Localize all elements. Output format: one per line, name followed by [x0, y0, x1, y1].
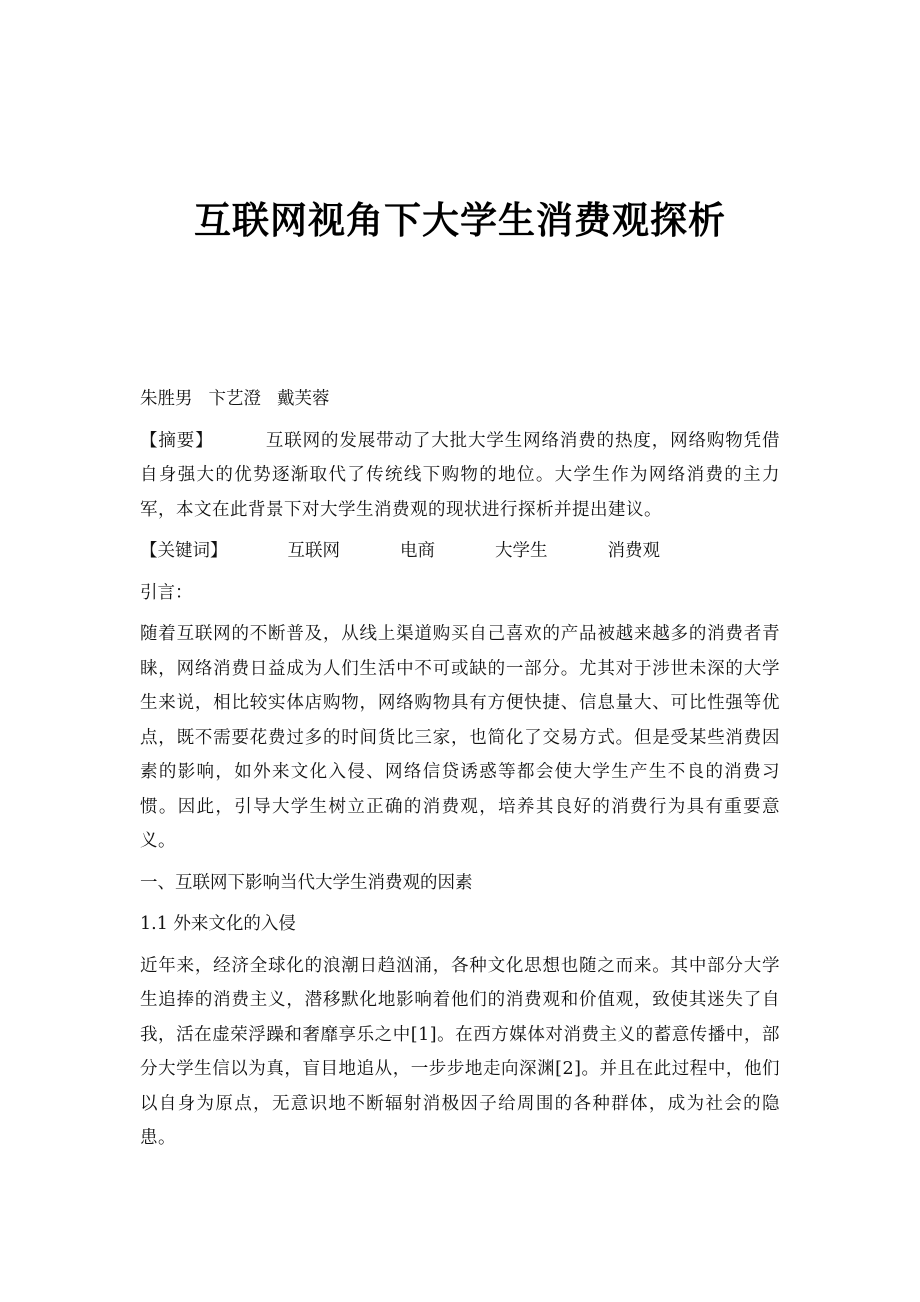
- document-body: [140, 382, 780, 1163]
- author-name: 卞艺澄: [208, 389, 261, 409]
- keyword: 消费观: [607, 541, 660, 561]
- keyword: 电商: [400, 541, 435, 561]
- intro-paragraph: 随着互联网的不断普及，从线上渠道购买自己喜欢的产品被越来越多的消费者青睐，网络消费日益成为人们生活中不可或缺的一部分。尤其对于涉世未深的大学生来说，相比较实体店购物，网络购物具有方便快捷、信息量大、可比性强等优点，既不需要花费过多的时间货比三家，也简化了交易方式。但是受某些消费因素的影响，如外来文化入侵、网络信贷诱惑等都会使大学生产生不良的消费习惯。因此，引导大学生树立正确的消费观，培养其良好的消费行为具有重要意义。: [140, 624, 780, 851]
- intro-label: 引言：: [140, 582, 193, 603]
- keywords: [140, 534, 780, 569]
- abstract-label: 【摘要】: [140, 430, 214, 451]
- abstract: [140, 424, 780, 528]
- section-heading: 一、互联网下影响当代大学生消费观的因素: [140, 872, 473, 893]
- author-name: 戴芙蓉: [277, 389, 330, 409]
- keywords-label: 【关键词】: [140, 541, 228, 561]
- author-list: [140, 382, 780, 417]
- keyword: 大学生: [495, 541, 548, 561]
- keyword: 互联网: [287, 541, 340, 561]
- body-paragraph: 近年来，经济全球化的浪潮日趋汹涌，各种文化思想也随之而来。其中部分大学生追捧的消费主义，潜移默化地影响着他们的消费观和价值观，致使其迷失了自我，活在虚荣浮躁和奢靡享乐之中[1]。在西方媒体对消费主义的蓄意传播中，部分大学生信以为真，盲目地追从，一步步地走向深渊[2]。并且在此过程中，他们以自身为原点，无意识地不断辐射消极因子给周围的各种群体，成为社会的隐患。: [140, 955, 780, 1148]
- document-title: 互联网视角下大学生消费观探析: [194, 198, 726, 242]
- subsection-heading: 1.1 外来文化的入侵: [140, 914, 296, 934]
- abstract-text: 互联网的发展带动了大批大学生网络消费的热度，网络购物凭借自身强大的优势逐渐取代了传统线下购物的地位。大学生作为网络消费的主力军，本文在此背景下对大学生消费观的现状进行探析并提出建议。: [140, 430, 780, 520]
- author-name: 朱胜男: [140, 389, 193, 409]
